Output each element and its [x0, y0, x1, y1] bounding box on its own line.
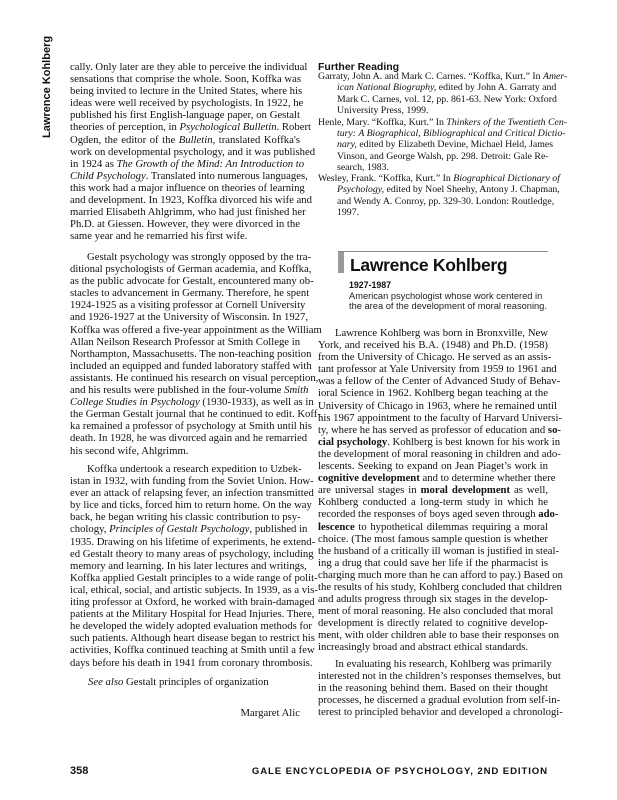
text-run: the husband of a critically ill woman is justified in steal- — [318, 544, 560, 557]
text-run: as the public advocate for Gestalt, encountered many ob- — [70, 275, 314, 288]
text-line — [318, 375, 561, 388]
text-run: stacles to advancement in Germany. Therefore, he spent — [70, 287, 310, 300]
text-line — [318, 605, 554, 618]
text-line — [318, 682, 548, 694]
text-line — [70, 632, 315, 645]
text-run: in 1924 as — [70, 157, 117, 170]
text-run: married Elisabeth Ahlgrimm, who had just finished her — [70, 206, 306, 219]
text-line — [70, 371, 319, 384]
paragraph — [318, 658, 563, 719]
text-line — [70, 194, 312, 207]
text-line — [70, 311, 309, 324]
text-run: Wesley, Frank. “Koffka, Kurt.” In — [318, 173, 454, 184]
text-line — [70, 535, 316, 548]
paragraph — [318, 327, 563, 654]
text-run: the development of moral reasoning in children and ado- — [318, 447, 561, 460]
text-line — [70, 206, 306, 219]
text-line — [70, 218, 300, 230]
text-line — [70, 620, 312, 633]
page-number: 358 — [70, 765, 89, 777]
text-run: Allan Neilson Research Professor at Smith College in — [70, 335, 301, 348]
italic-title: Psychology, — [337, 184, 385, 196]
text-run: to hypothetical dilemmas requiring a moral — [354, 520, 548, 533]
text-line — [70, 408, 321, 421]
text-run: his 1967 appointment to the faculty of Harvard Universi- — [318, 411, 562, 424]
entry-description: American psychologist whose work centered in the area of the development of moral reasoning. — [349, 291, 547, 312]
bold-term: cognitive development — [318, 472, 420, 485]
text-run: choice. (The most famous sample question is whether — [318, 532, 548, 545]
text-line — [318, 557, 548, 569]
text-line — [70, 85, 303, 98]
see-also-link[interactable]: Gestalt principles of organization — [123, 676, 269, 688]
text-run: University of Chicago in 1963, where he remained until — [318, 399, 557, 412]
text-line — [70, 275, 314, 288]
text-line — [318, 387, 548, 399]
text-run: memory and learning. In his later lectures and writings, — [70, 559, 307, 572]
text-line — [70, 109, 300, 121]
text-line — [70, 299, 306, 312]
text-line — [70, 596, 315, 609]
running-footer: GALE ENCYCLOPEDIA OF PSYCHOLOGY, 2ND EDITION — [251, 766, 548, 777]
text-line — [318, 568, 563, 581]
text-run: increasingly broad and abstract ethical standards. — [318, 641, 529, 654]
text-line — [70, 475, 314, 488]
text-run: Ogden, the editor of the — [70, 133, 179, 146]
entry-title: Lawrence Kohlberg — [350, 255, 508, 275]
text-line — [318, 399, 557, 412]
italic-title: College Studies in Psychology — [70, 396, 200, 409]
text-run: was a fellow of the Center of Advanced Study of Behav- — [318, 375, 561, 388]
text-run: iting professor at Oxford, he worked with brain-damaged — [70, 596, 315, 609]
text-line — [70, 547, 314, 560]
text-line — [318, 472, 556, 485]
italic-title: Principles of Gestalt Psychology — [109, 523, 250, 536]
text-run: activities, Koffka continued teaching at Smith until a few — [70, 644, 315, 657]
text-run: terest to principled behavior and developed a chronologi- — [318, 706, 563, 719]
text-line — [70, 608, 315, 621]
text-run: death. In 1928, he was divorced again and he remarried — [70, 432, 308, 445]
text-run: this work had a major influence on theories of learning — [70, 181, 305, 194]
text-line — [70, 251, 312, 263]
text-line — [70, 499, 312, 512]
italic-title: Child Psychology — [70, 169, 146, 182]
text-line — [318, 423, 561, 436]
text-run: in the reasoning behind them. Based on their thought — [318, 682, 548, 695]
reference-entry — [318, 173, 560, 219]
reference-line — [318, 162, 550, 173]
text-line — [70, 323, 322, 336]
text-run: the results of his study, Kohlberg concluded that children — [318, 580, 562, 593]
reference-entry — [318, 116, 568, 174]
text-line — [70, 73, 300, 85]
text-run: assistants. He continued his research on visual perception, — [70, 371, 319, 384]
text-run: and his results were published in the four-volume — [70, 384, 285, 397]
text-line — [70, 263, 312, 276]
text-line — [70, 134, 300, 146]
text-run: Vinson, and George Walsh, pp. 298. Detroit: Gale Re- — [337, 150, 549, 162]
italic-title: Thinkers of the Twentieth Cen- — [446, 116, 568, 128]
text-run: sensations that comprise the whole. Soon, Koffka was — [70, 73, 302, 86]
text-run: University Press, 1999. — [337, 105, 429, 117]
text-run: recorded the responses of boys aged seven through — [318, 508, 539, 521]
text-run: his second wife, Ahlgrimm. — [70, 444, 189, 457]
entry-header-rule — [338, 251, 548, 252]
text-run: from the University of Chicago. He served as an assis- — [318, 351, 552, 364]
text-line — [70, 230, 300, 242]
text-run: (1930-1933), as well as in — [199, 396, 314, 409]
author-signature: Margaret Alic — [240, 707, 300, 719]
reference-line — [318, 184, 560, 196]
reference-line — [318, 105, 550, 116]
text-run: istan in 1932, with funding from the Soviet Union. How- — [70, 475, 314, 488]
italic-title: tury: A Biographical, Bibliographical and Critical Dictio- — [337, 127, 566, 139]
text-line — [318, 508, 559, 521]
text-line — [70, 511, 300, 523]
text-run: , published in — [249, 523, 308, 536]
text-run: Koffka was offered a five-year appointment as the William — [70, 323, 322, 336]
text-run: In evaluating his research, Kohlberg was primarily — [335, 658, 552, 670]
text-run: and 1926-1927 at the University of Wisconsin. In 1927, — [70, 311, 309, 324]
italic-title: Bulletin — [178, 133, 213, 146]
reference-line — [318, 139, 554, 151]
reference-line — [318, 82, 557, 94]
text-run: theories of perception, in — [70, 121, 180, 134]
text-run: and adults progress through six stages in the develop- — [318, 593, 548, 606]
bold-term: ado- — [538, 508, 559, 521]
italic-title: ican National Biography, — [337, 82, 437, 94]
text-line — [70, 97, 304, 110]
text-line — [318, 460, 548, 472]
text-run: and to determine whether there — [419, 472, 556, 485]
text-run: ical, ethical, social, and artistic subjects. In 1939, as a vis- — [70, 583, 318, 596]
text-line — [318, 411, 562, 424]
text-line — [318, 484, 548, 496]
bold-term: cial psychology — [318, 435, 388, 448]
text-run: chology, — [70, 523, 110, 536]
text-line — [318, 593, 548, 605]
text-run: by lice and ticks, forced him to return home. On the way — [70, 499, 312, 512]
text-run: Kohlberg conducted a long-term study in which he — [318, 496, 548, 509]
text-run: are universal stages in — [318, 484, 421, 497]
see-also-label: See also — [88, 676, 124, 688]
reference-line — [318, 116, 568, 128]
text-run: published his first English-language paper, on Gestalt — [70, 109, 300, 122]
text-line — [318, 658, 552, 670]
italic-title: Biographical Dictionary of — [453, 173, 560, 184]
text-run: interested not in the children’s responses themselves, but — [318, 670, 561, 683]
text-line — [70, 181, 305, 194]
text-run: Henle, Mary. “Koffka, Kurt.” In — [318, 116, 447, 128]
reference-line — [318, 151, 550, 162]
bold-term: moral development — [420, 484, 511, 497]
text-line — [318, 641, 548, 653]
text-line — [70, 463, 300, 475]
text-run: such patients. Although heart disease began to restrict his — [70, 632, 315, 645]
text-run: the German Gestalt journal that he continued to edit. Koff- — [70, 408, 321, 421]
text-run: being invited to lecture in the United States, where his — [70, 85, 303, 98]
text-line — [318, 327, 548, 339]
text-run: 1997. — [337, 207, 360, 219]
text-line — [318, 363, 557, 376]
italic-title: nary, — [337, 139, 357, 151]
text-run: Koffka undertook a research expedition to Uzbek- — [87, 463, 302, 475]
italic-title: Amer- — [543, 71, 568, 82]
text-run: ioral Science in 1962. Kohlberg began teaching at the — [318, 387, 548, 400]
text-line — [70, 145, 316, 158]
paragraph — [70, 61, 316, 243]
text-run: cally. Only later are they able to perceive the individual — [70, 61, 308, 73]
text-line — [70, 61, 308, 73]
text-run: edited by John A. Garraty and — [436, 82, 557, 94]
text-run: ing a drug that could save her life if the pharmacist is — [318, 556, 548, 569]
paragraph — [70, 251, 322, 457]
text-line — [70, 523, 308, 536]
text-line — [318, 496, 548, 508]
text-run: . Robert — [276, 121, 312, 134]
text-run: ideas were well received by psychologists. In 1922, he — [70, 97, 304, 110]
text-run: ever an attack of relapsing fever, an infection transmitted — [70, 487, 314, 500]
text-line — [318, 706, 563, 719]
bold-term: lescence — [318, 520, 355, 533]
text-line — [318, 447, 561, 460]
text-run: Garraty, John A. and Mark C. Carnes. “Koffka, Kurt.” In — [318, 71, 543, 82]
text-line — [70, 396, 314, 409]
text-line — [318, 580, 562, 593]
text-run: same year and he remarried his first wife. — [70, 230, 248, 243]
text-run: Koffka applied Gestalt principles to a wide range of polit- — [70, 571, 318, 584]
text-run: development is directly related to cognitive develop- — [318, 617, 548, 630]
text-run: work on developmental psychology, and it was published — [70, 145, 316, 158]
text-run: ty, where he has served as professor of education and — [318, 423, 548, 436]
text-line — [70, 583, 318, 596]
text-line — [70, 644, 315, 657]
entry-dates: 1927-1987 — [349, 280, 392, 290]
text-run: ditional psychologists of German academia, and Koffka, — [70, 263, 312, 276]
text-line — [70, 432, 308, 445]
text-run: back, he began writing his classic contribution to psy- — [70, 511, 301, 524]
text-line — [318, 435, 561, 448]
text-run: as well, — [510, 484, 549, 497]
text-line — [318, 544, 560, 557]
text-line — [70, 359, 312, 372]
italic-title: The Growth of the Mind: An Introduction to — [116, 157, 305, 170]
reference-line — [318, 127, 566, 139]
further-reading-heading: Further Reading — [318, 61, 400, 73]
text-line — [70, 559, 307, 572]
italic-title: Smith — [284, 384, 309, 397]
text-line — [70, 571, 318, 584]
text-line — [70, 384, 309, 397]
paragraph — [70, 463, 318, 669]
text-line — [70, 287, 310, 300]
text-line — [70, 157, 305, 170]
text-run: patients at the Military Hospital for Head Injuries. There, — [70, 608, 315, 621]
text-run: included an equipped and funded laboratory staffed with — [70, 359, 312, 372]
text-line — [70, 445, 300, 457]
text-run: tant professor at Yale University from 1959 to 1961 and — [318, 363, 557, 376]
entry-header-bar — [338, 252, 344, 273]
text-line — [318, 339, 548, 351]
text-run: . Translated into numerous languages, — [145, 169, 308, 182]
text-line — [70, 347, 312, 360]
text-line — [70, 169, 308, 182]
reference-line — [318, 195, 555, 207]
text-run: 1924-1925 as a visiting professor at Cornell University — [70, 299, 306, 312]
text-run: Gestalt psychology was strongly opposed by the tra- — [87, 251, 312, 263]
text-run: lescents. Seeking to expand on Jean Piaget’s work in — [318, 460, 548, 473]
text-line — [318, 694, 561, 707]
text-run: ment of moral reasoning. He also concluded that moral — [318, 605, 554, 618]
text-line — [318, 351, 552, 364]
text-run: edited by Elizabeth Devine, Michael Held, James — [356, 139, 554, 151]
text-run: and Wendy A. Conroy, pp. 329-30. London: Routledge, — [337, 195, 555, 207]
text-line — [318, 521, 548, 533]
text-line — [318, 670, 561, 683]
text-run: Ph.D. at Giessen. However, they were divorced in the — [70, 218, 300, 231]
text-line — [318, 629, 559, 642]
text-run: edited by Noel Sheehy, Antony J. Chapman, — [384, 184, 560, 196]
text-run: , translated Koffka's — [212, 133, 300, 146]
reference-line — [318, 93, 557, 105]
see-also — [88, 676, 269, 688]
reference-line — [318, 71, 568, 82]
text-line — [318, 617, 548, 629]
text-run: Mark C. Carnes, vol. 12, pp. 861-63. New York: Oxford — [337, 93, 557, 105]
text-line — [70, 656, 313, 669]
bold-term: so- — [547, 423, 561, 436]
text-run: he developed the widely adopted evaluation methods for — [70, 620, 312, 633]
text-run: and development. In 1923, Koffka divorced his wife and — [70, 194, 312, 207]
reference-line — [318, 173, 560, 184]
text-run: Northampton, Massachusetts. The non-teaching position — [70, 347, 312, 360]
text-line — [70, 121, 312, 134]
text-line — [70, 336, 300, 348]
text-run: ment, with older children able to base their responses on — [318, 629, 559, 642]
text-run: . Kohlberg is best known for his work in — [387, 435, 561, 448]
text-run: ed Gestalt theory to many areas of psychology, including — [70, 547, 314, 560]
text-line — [318, 533, 548, 545]
text-run: processes, he discerned a gradual evolution from self-in- — [318, 694, 561, 707]
text-run: ka remained a professor of psychology at Smith until his — [70, 420, 312, 433]
italic-title: Psychological Bulletin — [179, 121, 277, 134]
reference-line — [318, 207, 550, 218]
text-line — [70, 420, 312, 433]
text-run: 1935. Drawing on his lifetime of experiments, he extend- — [70, 535, 316, 548]
running-head-vertical: Lawrence Kohlberg — [41, 35, 53, 138]
text-run: days before his death in 1941 from coronary thrombosis. — [70, 656, 313, 669]
text-run: York, and received his B.A. (1948) and Ph.D. (1958) — [318, 339, 548, 352]
text-run: search, 1983. — [337, 161, 389, 173]
text-run: Lawrence Kohlberg was born in Bronxville, New — [335, 327, 548, 339]
text-line — [70, 487, 314, 500]
text-run: charging much more than he can afford to pay.) Based on — [318, 568, 563, 581]
reference-entry — [318, 71, 568, 117]
